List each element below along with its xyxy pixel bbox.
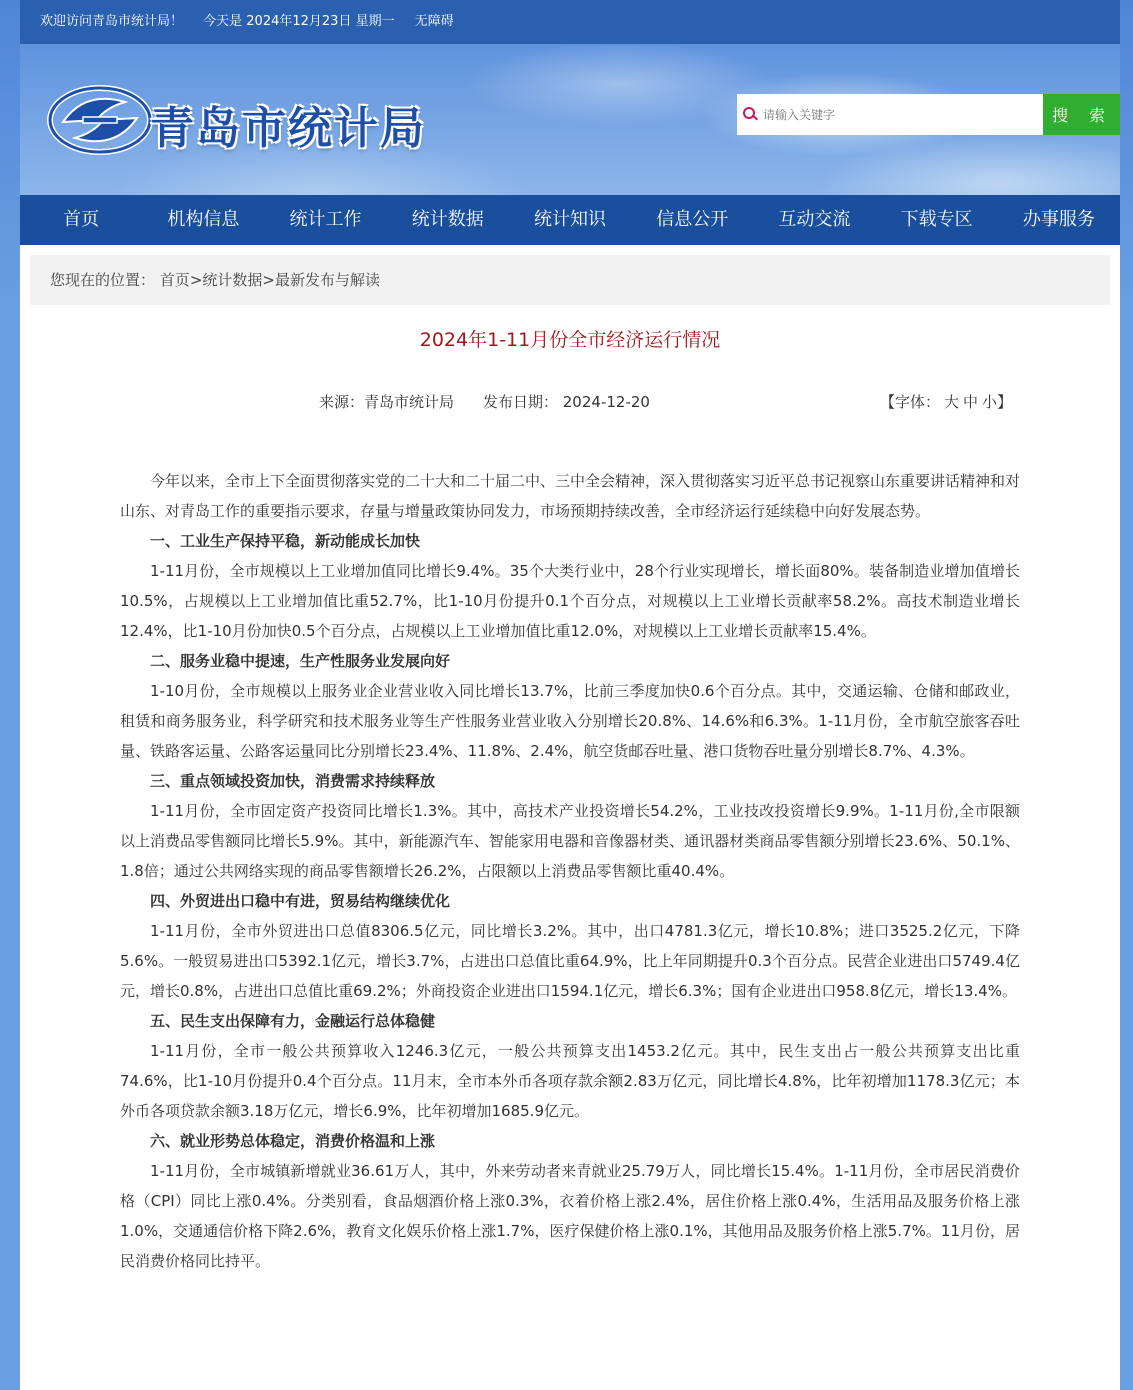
date-text: 今天是 2024年12月23日 星期一	[203, 14, 395, 29]
search-icon	[743, 107, 755, 119]
nav-info-disclosure[interactable]: 信息公开	[656, 209, 729, 230]
nav-home[interactable]: 首页	[63, 209, 100, 230]
section-paragraph: 1-11月份，全市固定资产投资同比增长1.3%。其中，高技术产业投资增长54.2%，工业技改投资增长9.9%。1-11月份,全市限额以上消费品零售额同比增长5.9%。其中，新能源汽车、智能家用电器和音像器材类、通讯器材类商品零售额分别增长23.6%、50.1%、1.8倍；通过公共网络实现的商品零售额增长26.2%，占限额以上消费品零售额比重40.4%。	[120, 802, 1020, 880]
font-size-control	[880, 391, 1012, 412]
top-bar	[20, 0, 1120, 44]
article-source: 来源：青岛市统计局	[319, 393, 455, 411]
section-heading: 一、工业生产保持平稳，新动能成长加快	[150, 532, 421, 550]
font-size-small[interactable]: 小	[982, 393, 998, 411]
font-size-medium[interactable]: 中	[963, 393, 979, 411]
font-size-close: 】	[997, 393, 1013, 411]
logo-icon	[45, 82, 155, 158]
article-meta	[20, 391, 1120, 411]
welcome-text: 欢迎访问青岛市统计局！	[40, 14, 184, 29]
breadcrumb: 您现在的位置： 首页>统计数据>最新发布与解读	[30, 255, 1110, 305]
section-paragraph: 1-11月份，全市外贸进出口总值8306.5亿元，同比增长3.2%。其中，出口4781.3亿元，增长10.8%；进口3525.2亿元，下降5.6%。一般贸易进出口5392.1亿元，增长3.7%，占进出口总值比重64.9%，比上年同期提升0.3个百分点。民营企业进出口5749.4亿元，增长0.8%，占进出口总值比重69.2%；外商投资企业进出口1594.1亿元，增长6.3%；国有企业进出口958.8亿元，增长13.4%。	[120, 922, 1020, 1000]
search-button[interactable]: 搜 索	[1043, 94, 1120, 135]
section-heading: 五、民生支出保障有力，金融运行总体稳健	[150, 1012, 436, 1030]
site-header	[20, 44, 1120, 195]
main-nav	[20, 195, 1120, 245]
section-paragraph: 1-11月份，全市城镇新增就业36.61万人，其中，外来劳动者来青就业25.79万人，同比增长15.4%。1-11月份，全市居民消费价格（CPI）同比上涨0.4%。分类别看，食品烟酒价格上涨0.3%，衣着价格上涨2.4%，居住价格上涨0.4%，生活用品及服务价格上涨1.0%，交通通信价格下降2.6%，教育文化娱乐价格上涨1.7%，医疗保健价格上涨0.1%，其他用品及服务价格上涨5.7%。11月份，居民消费价格同比持平。	[120, 1162, 1020, 1270]
section-heading: 三、重点领域投资加快，消费需求持续释放	[150, 772, 436, 790]
search-box	[737, 94, 1043, 135]
accessibility-link[interactable]: 无障碍	[414, 14, 454, 29]
nav-stat-data[interactable]: 统计数据	[411, 209, 484, 230]
section-heading: 六、就业形势总体稳定，消费价格温和上涨	[150, 1132, 436, 1150]
main-content	[20, 245, 1120, 1390]
breadcrumb-stat-data[interactable]: 统计数据	[202, 271, 263, 289]
site-logo-text[interactable]: 青岛市统计局	[150, 103, 426, 154]
section-heading: 四、外贸进出口稳中有进，贸易结构继续优化	[150, 892, 451, 910]
nav-interaction[interactable]: 互动交流	[778, 209, 851, 230]
nav-org-info[interactable]: 机构信息	[167, 209, 240, 230]
nav-stat-knowledge[interactable]: 统计知识	[533, 209, 606, 230]
nav-services[interactable]: 办事服务	[1022, 209, 1095, 230]
nav-downloads[interactable]: 下载专区	[900, 209, 973, 230]
page-wrapper	[20, 0, 1120, 1390]
font-size-label: 【字体：	[880, 393, 941, 411]
article-body	[120, 466, 1020, 1276]
font-size-large[interactable]: 大	[944, 393, 960, 411]
search-input[interactable]	[761, 94, 1035, 135]
section-paragraph: 1-11月份，全市规模以上工业增加值同比增长9.4%。35个大类行业中，28个行业实现增长，增长面80%。装备制造业增加值增长10.5%，占规模以上工业增加值比重52.7%，比1-10月份提升0.1个百分点，对规模以上工业增长贡献率58.2%。高技术制造业增长12.4%，比1-10月份加快0.5个百分点，占规模以上工业增加值比重12.0%，对规模以上工业增长贡献率15.4%。	[120, 562, 1020, 640]
breadcrumb-prefix: 您现在的位置：	[50, 271, 156, 289]
article-title: 2024年1-11月份全市经济运行情况	[419, 329, 721, 351]
breadcrumb-latest[interactable]: 最新发布与解读	[274, 271, 380, 289]
article-date: 发布日期： 2024-12-20	[483, 393, 650, 411]
section-heading: 二、服务业稳中提速，生产性服务业发展向好	[150, 652, 451, 670]
section-paragraph: 1-11月份，全市一般公共预算收入1246.3亿元，一般公共预算支出1453.2亿元。其中，民生支出占一般公共预算支出比重74.6%，比1-10月份提升0.4个百分点。11月末，全市本外币各项存款余额2.83万亿元，同比增长4.8%，比年初增加1178.3亿元；本外币各项贷款余额3.18万亿元，增长6.9%，比年初增加1685.9亿元。	[120, 1042, 1020, 1120]
article-intro: 今年以来，全市上下全面贯彻落实党的二十大和二十届二中、三中全会精神，深入贯彻落实习近平总书记视察山东重要讲话精神和对山东、对青岛工作的重要指示要求，存量与增量政策协同发力，市场预期持续改善，全市经济运行延续稳中向好发展态势。	[120, 472, 1021, 520]
nav-stat-work[interactable]: 统计工作	[289, 209, 362, 230]
breadcrumb-home[interactable]: 首页	[159, 271, 190, 289]
section-paragraph: 1-10月份，全市规模以上服务业企业营业收入同比增长13.7%，比前三季度加快0.6个百分点。其中，交通运输、仓储和邮政业，租赁和商务服务业，科学研究和技术服务业等生产性服务业营业收入分别增长20.8%、14.6%和6.3%。1-11月份，全市航空旅客吞吐量、铁路客运量、公路客运量同比分别增长23.4%、11.8%、2.4%，航空货邮吞吐量、港口货物吞吐量分别增长8.7%、4.3%。	[120, 682, 1020, 760]
